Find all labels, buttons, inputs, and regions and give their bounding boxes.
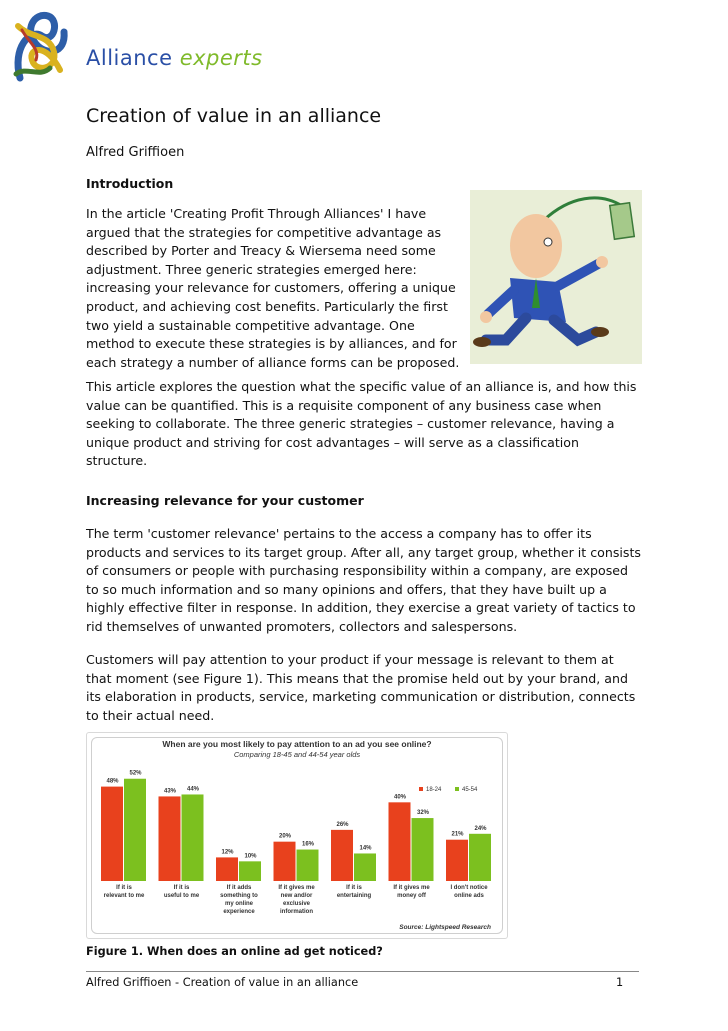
bar-5-0 — [389, 802, 411, 881]
bar-6-0 — [446, 840, 468, 881]
footer-title: Alfred Griffioen - Creation of value in an alliance — [86, 976, 359, 989]
bar-label-2-0: 12% — [221, 849, 234, 856]
bar-label-0-0: 48% — [106, 778, 119, 785]
bar-label-5-1: 32% — [416, 810, 430, 817]
intro-heading: Introduction — [86, 176, 174, 191]
bar-label-0-1: 52% — [129, 770, 142, 777]
relevance-paragraph-2: Customers will pay attention to your product if your message is relevant to them at that moment (see Figure 1). This means that the promise held out by your brand, and its elaboration in products, service, marketing communication or distribution, connects to their actual need. — [86, 652, 636, 723]
category-label-4: If it is entertaining — [336, 885, 372, 899]
bar-label-6-1: 24% — [474, 825, 487, 832]
bar-label-6-0: 21% — [451, 831, 464, 838]
relevance-paragraph-1: The term 'customer relevance' pertains to the access a company has to offer its products and services to its target group. After all, any target group, whether it consists of consumers or people with purchasing responsibility within a company, are exposed to so much information and so many opinions and offers, that they have built up a highly effective filter in response. In addition, they exercise a great variety of tactics to rid themselves of unwanted promoters, collectors and salespersons. — [86, 526, 641, 634]
bar-4-0 — [331, 830, 353, 881]
relevance-heading: Increasing relevance for your customer — [86, 493, 364, 508]
legend-swatch-1 — [455, 787, 459, 791]
bar-label-4-0: 26% — [336, 821, 349, 828]
bar-2-1 — [239, 861, 261, 881]
brand-secondary: experts — [179, 46, 263, 70]
legend-label-1: 45-54 — [462, 787, 478, 793]
category-label-0: If it is relevant to me — [103, 885, 145, 899]
intro-paragraph-2: This article explores the question what the specific value of an alliance is, and how this value can be quantified. This is a requisite component of any business case when seeking to collaborate. The three generic strategies – customer relevance, having a unique product and striving for cost advantages – will serve as a classification structure. — [86, 379, 637, 469]
figure-caption: Figure 1. When does an online ad get noticed? — [86, 945, 383, 958]
bar-label-4-1: 14% — [359, 845, 372, 852]
bar-label-5-0: 40% — [393, 794, 407, 801]
legend-swatch-0 — [419, 787, 423, 791]
document-author: Alfred Griffioen — [86, 145, 185, 160]
legend-label-0: 18-24 — [426, 787, 442, 793]
bar-label-3-0: 20% — [278, 833, 292, 840]
knot-logo — [10, 8, 72, 88]
category-label-1: If it is useful to me — [163, 885, 200, 899]
bar-5-1 — [412, 818, 434, 881]
category-label-5: If it gives me money off — [393, 885, 430, 899]
bar-1-1 — [182, 794, 204, 881]
category-label-2: If it adds something to my online experience — [220, 885, 258, 915]
businessman-chasing-money-illustration — [470, 190, 642, 364]
bar-label-3-1: 16% — [301, 841, 315, 848]
page-number: 1 — [616, 976, 624, 989]
intro-paragraph-1: In the article 'Creating Profit Through Alliances' I have argued that the strategies for competitive advantage as described by Porter and Treacy & Wiersema need some adjustment. Three generic strategies emerged here: increasing your relevance for customers, offering a unique product, and achieving cost benefits. Particularly the first two yield a sustainable competitive advantage. One method to execute these strategies is by alliances, and for each strategy a number of alliance forms can be proposed. — [86, 206, 460, 370]
bar-label-1-0: 43% — [163, 788, 177, 795]
bar-0-1 — [124, 779, 146, 881]
category-label-6: I don't notice online ads — [450, 885, 488, 899]
bar-chart-svg — [87, 733, 507, 938]
footer-divider — [86, 971, 639, 972]
bar-3-0 — [274, 842, 296, 881]
bar-4-1 — [354, 853, 376, 881]
bar-0-0 — [101, 787, 123, 881]
chart-title: When are you most likely to pay attention to an ad you see online? — [162, 739, 432, 749]
chart-subtitle: Comparing 18-45 and 44-54 year olds — [233, 750, 361, 759]
bar-2-0 — [216, 857, 238, 881]
bar-1-0 — [159, 796, 181, 881]
brand-primary: Alliance — [86, 46, 173, 70]
figure-1-chart — [86, 732, 508, 939]
document-title: Creation of value in an alliance — [86, 105, 382, 127]
category-label-3: If it gives me new and/or exclusive information — [278, 885, 315, 915]
brand-wordmark — [86, 46, 263, 70]
bar-6-1 — [469, 834, 491, 881]
bar-label-2-1: 10% — [244, 853, 257, 860]
chart-source: Source: Lightspeed Research — [399, 924, 491, 931]
bar-3-1 — [297, 850, 319, 881]
bar-label-1-1: 44% — [186, 786, 200, 793]
